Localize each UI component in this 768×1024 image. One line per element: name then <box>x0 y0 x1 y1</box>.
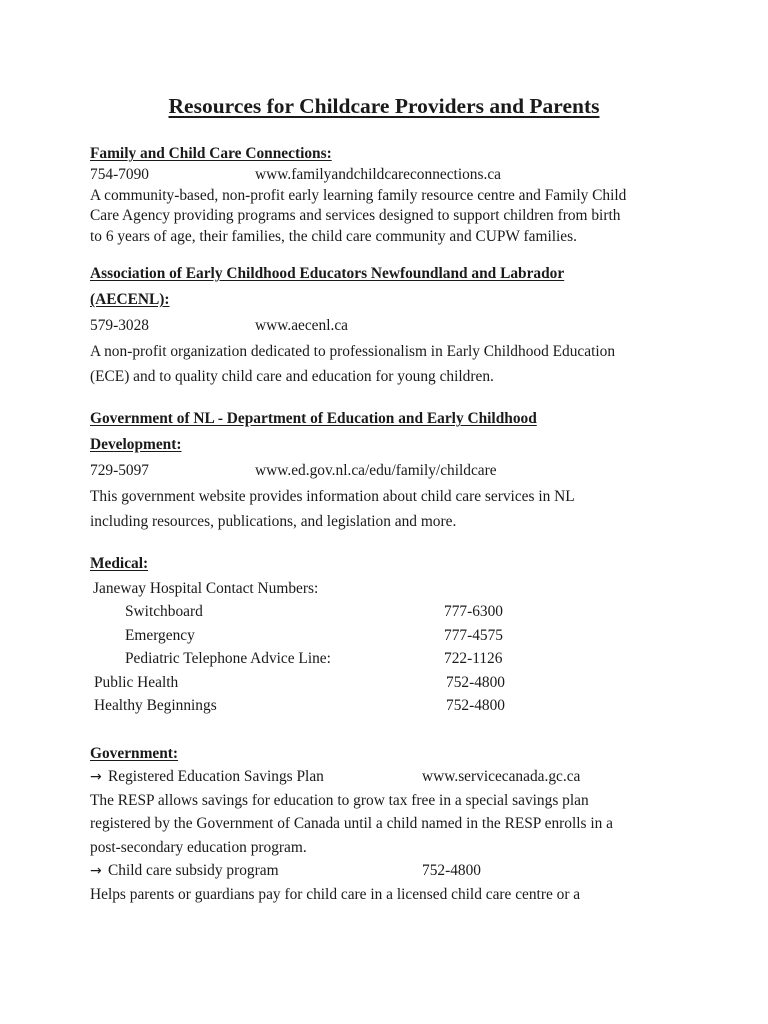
family-heading: Family and Child Care Connections: <box>90 145 332 162</box>
subsidy-label: Child care subsidy program <box>108 862 279 879</box>
arrow-right-icon: → <box>90 769 102 785</box>
resp-url[interactable]: www.servicecanada.gc.ca <box>422 768 581 785</box>
medical-row-number: 722-1126 <box>444 650 503 667</box>
medical-row-number: 777-6300 <box>444 603 503 620</box>
medical-row-label: Pediatric Telephone Advice Line: <box>125 650 331 667</box>
resp-label: Registered Education Savings Plan <box>108 768 324 785</box>
aecenl-heading: Association of Early Childhood Educators Newfoundland and Labrador <box>90 265 565 282</box>
family-url[interactable]: www.familyandchildcareconnections.ca <box>255 166 502 183</box>
aecenl-desc-line: A non-profit organization dedicated to professionalism in Early Childhood Education <box>90 343 616 360</box>
subsidy-number: 752-4800 <box>422 862 481 879</box>
medical-row-label: Switchboard <box>125 603 203 620</box>
subsidy-line <box>90 862 279 880</box>
medical-row-label: Emergency <box>125 627 195 644</box>
gov-nl-url[interactable]: www.ed.gov.nl.ca/edu/family/childcare <box>255 462 497 479</box>
government-heading: Government: <box>90 745 179 762</box>
family-desc-line: A community-based, non-profit early learning family resource centre and Family Child <box>90 187 627 204</box>
aecenl-heading-cont: (AECENL): <box>90 291 170 308</box>
medical-row-number: 752-4800 <box>446 697 505 714</box>
resp-desc-line: registered by the Government of Canada until a child named in the RESP enrolls in a <box>90 815 614 832</box>
resp-desc-line: post-secondary education program. <box>90 839 307 856</box>
medical-row-number: 777-4575 <box>444 627 503 644</box>
aecenl-phone: 579-3028 <box>90 317 149 334</box>
arrow-right-icon: → <box>90 863 102 879</box>
medical-row-label: Healthy Beginnings <box>94 697 217 714</box>
gov-nl-desc-line: including resources, publications, and legislation and more. <box>90 513 457 530</box>
gov-nl-phone: 729-5097 <box>90 462 149 479</box>
family-desc-line: to 6 years of age, their families, the child care community and CUPW families. <box>90 228 577 245</box>
janeway-label: Janeway Hospital Contact Numbers: <box>93 580 319 597</box>
gov-nl-desc-line: This government website provides information about child care services in NL <box>90 488 575 505</box>
subsidy-desc-line: Helps parents or guardians pay for child care in a licensed child care centre or a <box>90 886 581 903</box>
family-desc-line: Care Agency providing programs and services designed to support children from birth <box>90 207 621 224</box>
page-title: Resources for Childcare Providers and Parents <box>168 94 600 118</box>
resp-desc-line: The RESP allows savings for education to grow tax free in a special savings plan <box>90 792 589 809</box>
resp-line <box>90 768 324 786</box>
family-phone: 754-7090 <box>90 166 149 183</box>
aecenl-desc-line: (ECE) and to quality child care and education for young children. <box>90 368 494 385</box>
medical-heading: Medical: <box>90 555 149 572</box>
gov-nl-heading-cont: Development: <box>90 436 182 453</box>
aecenl-url[interactable]: www.aecenl.ca <box>255 317 348 334</box>
medical-row-number: 752-4800 <box>446 674 505 691</box>
medical-row-label: Public Health <box>94 674 179 691</box>
gov-nl-heading: Government of NL - Department of Education and Early Childhood <box>90 410 537 427</box>
